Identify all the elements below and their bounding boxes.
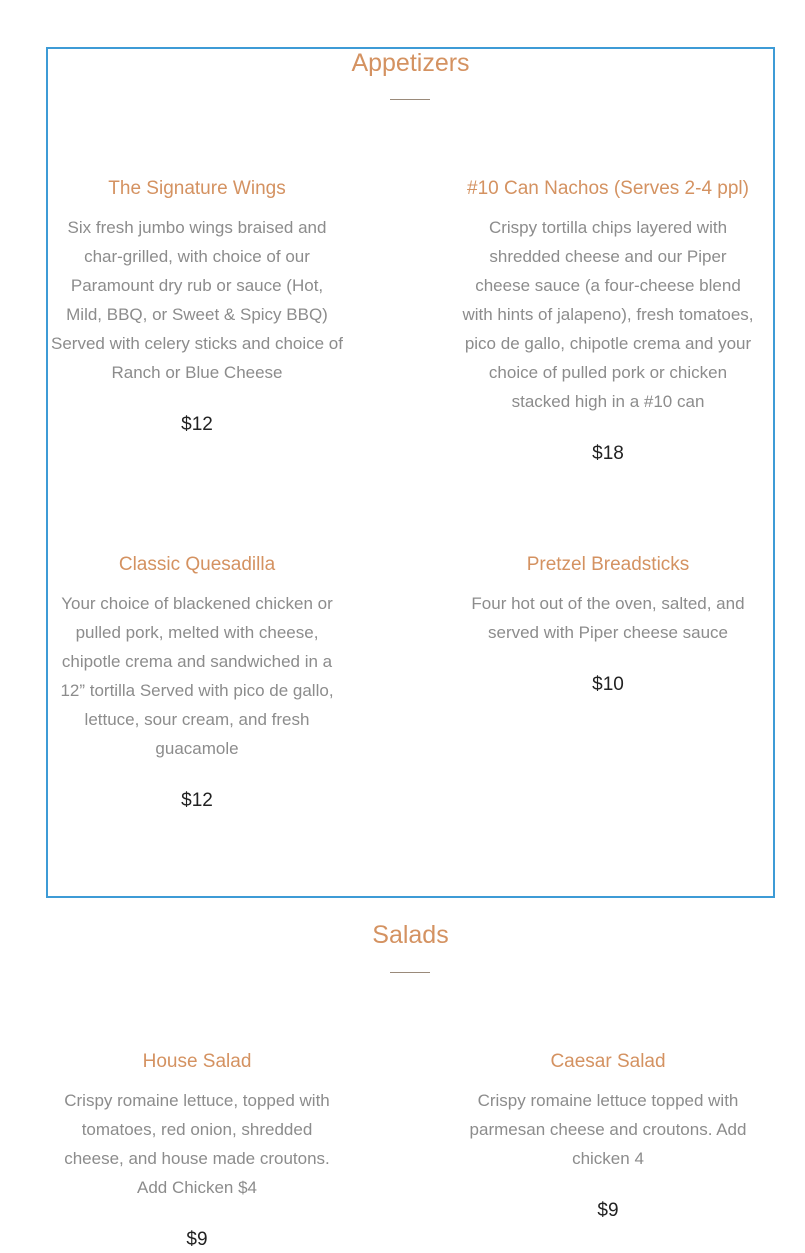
item-description: Your choice of blackened chicken or pulled pork, melted with cheese, chipotle crema and sandwiched in a 12” tortilla Served with pico de gallo, lettuce, sour cream, and fresh guacamole — [60, 594, 334, 758]
item-name: House Salad — [142, 1051, 252, 1072]
salads-section — [46, 898, 775, 1253]
item-description: Crispy romaine lettuce topped with parmesan cheese and croutons. Add chicken 4 — [469, 1091, 747, 1168]
item-description: Crispy romaine lettuce, topped with tomatoes, red onion, shredded cheese, and house made croutons. Add Chicken $4 — [64, 1091, 330, 1197]
item-price: $12 — [181, 414, 213, 435]
appetizers-section — [46, 47, 775, 898]
menu-item-classic-quesadilla — [51, 553, 343, 813]
item-price: $9 — [186, 1229, 208, 1250]
section-title-salads: Salads — [372, 921, 449, 949]
item-name: #10 Can Nachos (Serves 2-4 ppl) — [467, 178, 749, 199]
item-name: Caesar Salad — [550, 1051, 666, 1072]
item-price: $18 — [592, 443, 624, 464]
item-price: $12 — [181, 790, 213, 811]
item-description: Six fresh jumbo wings braised and char-grilled, with choice of our Paramount dry rub or sauce (Hot, Mild, BBQ, or Sweet & Spicy BBQ) Served with celery sticks and choice of Ranch or Blue Cheese — [51, 218, 343, 382]
item-name: Pretzel Breadsticks — [526, 554, 690, 575]
item-price: $10 — [592, 674, 624, 695]
section-divider — [390, 99, 430, 100]
item-name: The Signature Wings — [108, 178, 286, 199]
item-description: Four hot out of the oven, salted, and served with Piper cheese sauce — [471, 594, 745, 642]
menu-item-pretzel-breadsticks — [462, 553, 754, 697]
menu-item-caesar-salad — [462, 1050, 754, 1223]
menu-item-signature-wings — [51, 177, 343, 437]
section-divider — [390, 972, 430, 973]
menu-item-house-salad — [51, 1050, 343, 1252]
item-price: $9 — [597, 1200, 619, 1221]
menu-item-can-nachos — [462, 177, 754, 466]
section-title-appetizers: Appetizers — [351, 49, 470, 77]
item-description: Crispy tortilla chips layered with shredded cheese and our Piper cheese sauce (a four-cheese blend with hints of jalapeno), fresh tomatoes, pico de gallo, chipotle crema and your choice of pulled pork or chicken stacked high in a #10 can — [462, 218, 754, 411]
item-name: Classic Quesadilla — [118, 554, 276, 575]
